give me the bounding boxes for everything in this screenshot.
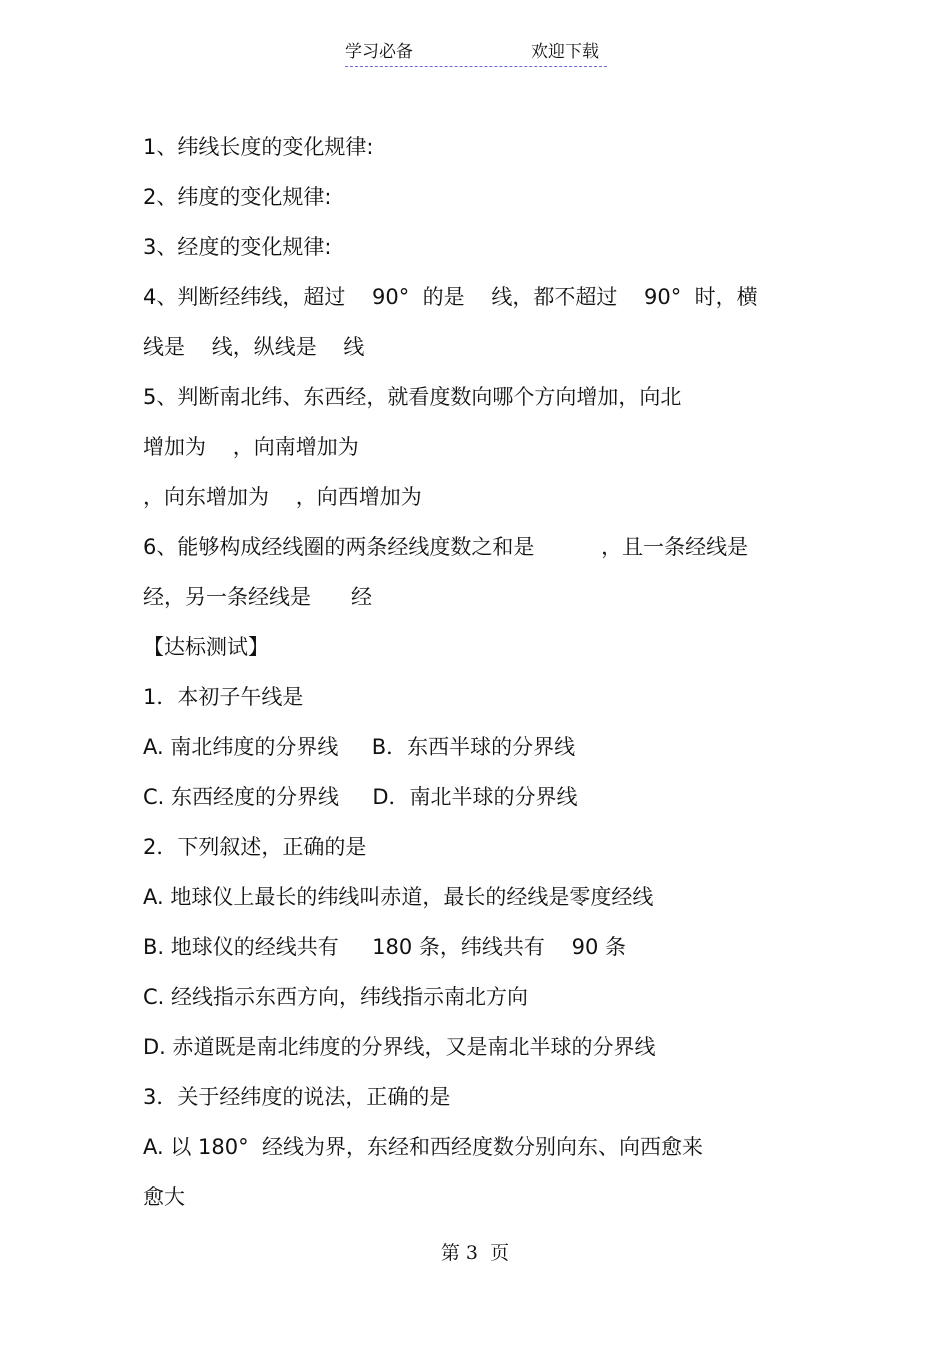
page-number: 第 3 页 xyxy=(440,1242,510,1264)
test-question-3: 3．关于经纬度的说法，正确的是 xyxy=(143,1085,451,1109)
question-line-6-cont: 经，另一条经线是 经 xyxy=(143,585,373,609)
question-line-5-cont-a: 增加为 ，向南增加为 xyxy=(143,435,359,459)
header-right-text: 欢迎下载 xyxy=(531,42,599,62)
test-question-2-option-a: A. 地球仪上最长的纬线叫赤道，最长的经线是零度经线 xyxy=(143,885,654,909)
test-question-1: 1．本初子午线是 xyxy=(143,685,304,709)
question-line-5: 5、判断南北纬、东西经，就看度数向哪个方向增加，向北 xyxy=(143,385,682,409)
document-body xyxy=(143,122,803,1222)
test-question-2-option-b: B. 地球仪的经线共有 180 条，纬线共有 90 条 xyxy=(143,935,626,959)
question-line-2: 2、纬度的变化规律: xyxy=(143,185,332,209)
test-question-2-option-c: C. 经线指示东西方向，纬线指示南北方向 xyxy=(143,985,529,1009)
question-line-4: 4、判断经纬线，超过 90° 的是 线，都不超过 90° 时，横 xyxy=(143,285,758,309)
test-question-2-option-d: D. 赤道既是南北纬度的分界线，又是南北半球的分界线 xyxy=(143,1035,656,1059)
test-question-3-option-a: A. 以 180° 经线为界，东经和西经度数分别向东、向西愈来 xyxy=(143,1135,703,1159)
question-line-4-cont: 线是 线，纵线是 线 xyxy=(143,335,365,359)
test-question-1-options-cd: C. 东西经度的分界线 D．南北半球的分界线 xyxy=(143,785,578,809)
question-line-5-cont-b: ，向东增加为 ，向西增加为 xyxy=(143,485,422,509)
section-title-test: 【达标测试】 xyxy=(143,635,269,659)
page-header xyxy=(345,40,607,67)
question-line-3: 3、经度的变化规律: xyxy=(143,235,332,259)
question-line-6: 6、能够构成经线圈的两条经线度数之和是 ，且一条经线是 xyxy=(143,535,749,559)
test-question-2: 2．下列叙述，正确的是 xyxy=(143,835,367,859)
header-left-text: 学习必备 xyxy=(345,42,413,62)
test-question-3-option-a-cont: 愈大 xyxy=(143,1185,185,1209)
question-line-1: 1、纬线长度的变化规律: xyxy=(143,135,374,159)
test-question-1-options-ab: A. 南北纬度的分界线 B．东西半球的分界线 xyxy=(143,735,576,759)
